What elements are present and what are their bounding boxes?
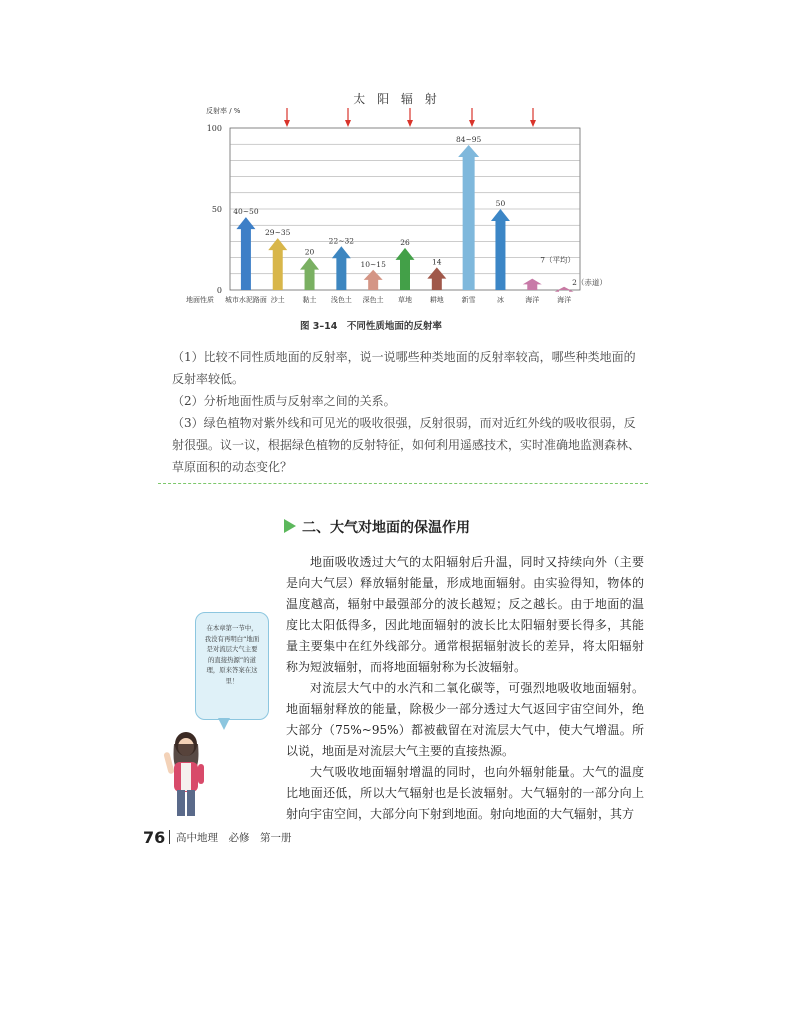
sun-ray-arrowhead [530, 120, 536, 127]
section-play-icon [284, 519, 296, 533]
question-2: （2）分析地面性质与反射率之间的关系。 [172, 394, 396, 408]
bubble-tail [218, 718, 230, 730]
category-label-9: 海洋 [525, 296, 540, 304]
category-label-0: 城市水泥路面 [224, 296, 267, 304]
sun-ray-arrowhead [345, 120, 351, 127]
y-tick-label: 50 [211, 205, 222, 214]
chart-title: 太 阳 辐 射 [353, 92, 441, 106]
category-label-8: 冰 [496, 296, 504, 304]
question-3: （3）绿色植物对紫外线和可见光的吸收很强，反射很弱，而对近红外线的吸收很弱，反射很强。议一议，根据绿色植物的反射特征，如何利用遥感技术，实时准确地监测森林、草原面积的动态变化？ [172, 416, 641, 474]
bar-0 [236, 217, 255, 290]
page-number: 76 [143, 828, 166, 847]
figure-caption: 图 3–14 不同性质地面的反射率 [300, 321, 442, 332]
data-label-3: 22~32 [328, 236, 355, 246]
section-divider [158, 483, 648, 484]
paragraph-2: 对流层大气中的水汽和二氧化碳等，可强烈地吸收地面辐射。地面辐射释放的能量，除极少一部分透过大气返回宇宙空间外，绝大部分（75%~95%）都被截留在对流层大气中，使大气增温。所以说，地面是对流层大气主要的直接热源。 [286, 681, 644, 758]
category-label-2: 黏土 [302, 296, 317, 304]
data-label-4: 10~15 [360, 259, 386, 269]
sun-ray-arrowhead [407, 120, 413, 127]
data-label-0: 40~50 [233, 207, 259, 217]
category-label-4: 深色土 [362, 296, 384, 304]
bar-3 [332, 246, 351, 290]
category-label-7: 新雪 [461, 296, 476, 304]
bar-6 [427, 267, 446, 290]
bar-7 [458, 145, 479, 290]
x-axis-label: 地面性质 [186, 296, 214, 304]
data-label-2: 20 [304, 247, 315, 257]
data-label-1: 29~35 [265, 228, 291, 238]
data-label-5: 26 [400, 237, 410, 247]
sun-ray-arrowhead [284, 120, 290, 127]
footer-separator [169, 830, 170, 844]
bar-8 [491, 209, 510, 290]
bar-4 [364, 270, 383, 290]
category-label-10: 海洋 [557, 296, 572, 304]
category-label-5: 草地 [398, 296, 412, 304]
question-1: （1）比较不同性质地面的反射率，说一说哪些种类地面的反射率较高，哪些种类地面的反射率较低。 [172, 350, 636, 386]
bar-1 [268, 238, 287, 290]
sidebar-note-bubble: 在本章第一节中，我没有再明白“地面是对流层大气主要的直接热源”的道理，原来答案在这里！ [195, 612, 269, 720]
data-label-7: 84~95 [455, 135, 482, 145]
y-tick-label: 0 [216, 286, 222, 295]
y-axis-label: 反射率 / % [206, 107, 241, 115]
data-label-10: 2（赤道） [572, 277, 607, 287]
y-tick-label: 100 [206, 124, 222, 133]
category-label-6: 耕地 [429, 296, 444, 304]
category-label-1: 沙土 [270, 296, 285, 304]
reflectivity-chart [0, 0, 800, 340]
paragraph-3: 大气吸收地面辐射增温的同时，也向外辐射能量。大气的温度比地面还低，所以大气辐射也是长波辐射。大气辐射的一部分向上射向宇宙空间，大部分向下射到地面。射向地面的大气辐射，其方 [286, 765, 644, 821]
bar-5 [396, 248, 415, 290]
book-title: 高中地理 必修 第一册 [176, 832, 292, 844]
paragraph-1: 地面吸收透过大气的太阳辐射后升温，同时又持续向外（主要是向大气层）释放辐射能量，形成地面辐射。由实验得知，物体的温度越高，辐射中最强部分的波长越短；反之越长。由于地面的温度比太阳低得多，因此地面辐射的波长比太阳辐射要长得多，其能量主要集中在红外线部分。通常根据辐射波长的差异，将太阳辐射称为短波辐射，而将地面辐射称为长波辐射。 [286, 555, 644, 674]
data-label-6: 14 [432, 257, 442, 267]
student-illustration [152, 730, 222, 820]
data-label-9: 7（平均） [540, 255, 576, 265]
bar-9 [523, 279, 542, 290]
section-title: 二、大气对地面的保温作用 [302, 520, 470, 536]
category-label-3: 浅色土 [330, 296, 352, 304]
bar-10 [555, 287, 574, 292]
data-label-8: 50 [495, 199, 506, 208]
sun-ray-arrowhead [469, 120, 475, 127]
